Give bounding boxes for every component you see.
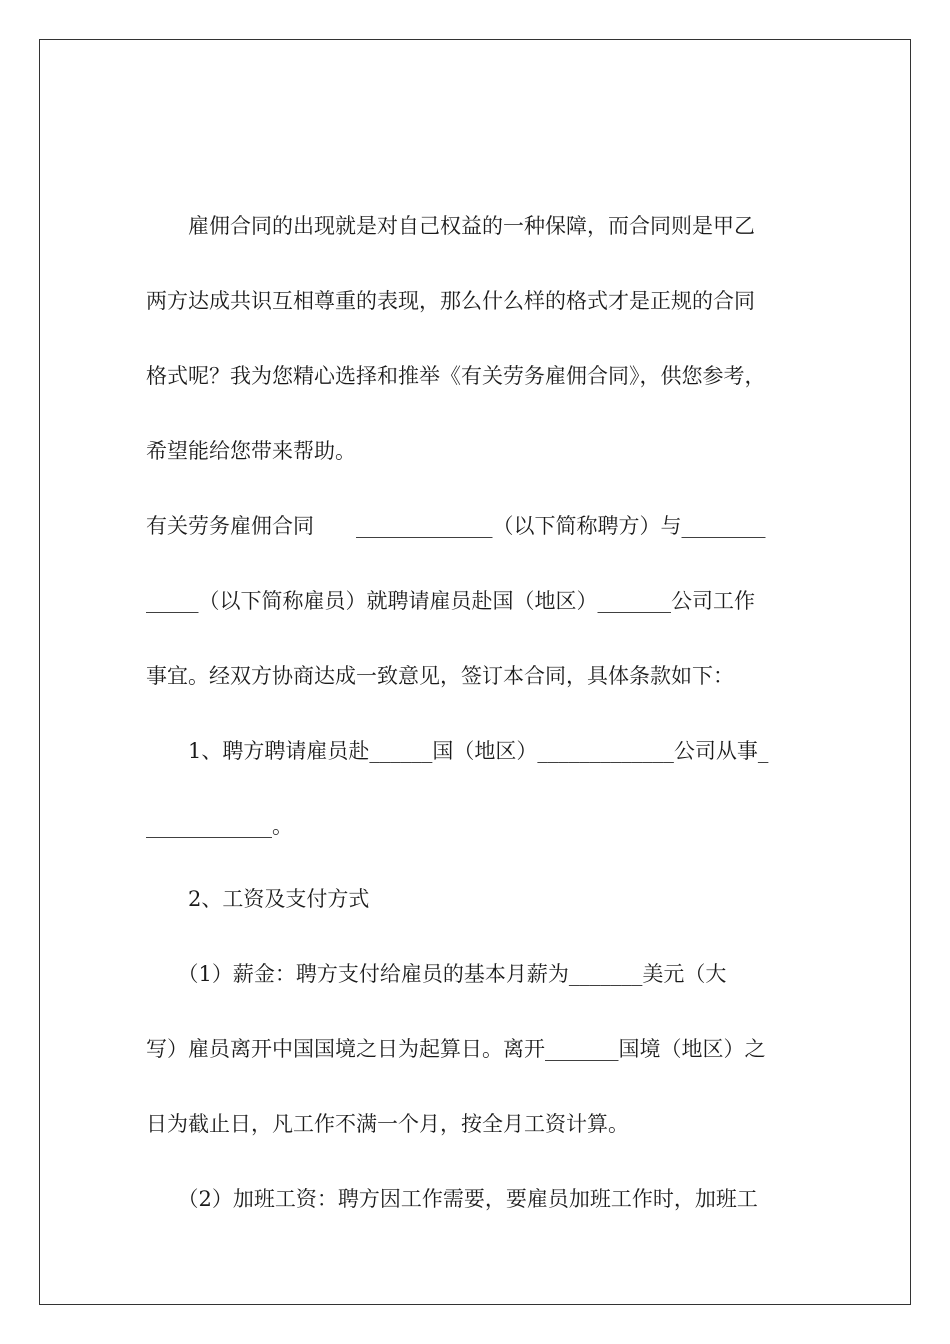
- clause-2-heading: 2、工资及支付方式: [146, 887, 370, 911]
- clause-2-1-line-3: 日为截止日，凡工作不满一个月，按全月工资计算。: [146, 1112, 629, 1136]
- intro-line-1: 雇佣合同的出现就是对自己权益的一种保障，而合同则是甲乙: [146, 214, 755, 238]
- clause-1-line-2: ____________。: [146, 814, 293, 838]
- clause-2-1-line-1: （1）薪金：聘方支付给雇员的基本月薪为_______美元（大: [146, 962, 727, 986]
- preamble-line-2: _____（以下简称雇员）就聘请雇员赴国（地区）_______公司工作: [146, 589, 755, 613]
- preamble-line-3: 事宜。经双方协商达成一致意见，签订本合同，具体条款如下：: [146, 664, 734, 688]
- intro-line-3: 格式呢？我为您精心选择和推举《有关劳务雇佣合同》，供您参考，: [146, 364, 766, 388]
- intro-line-2: 两方达成共识互相尊重的表现，那么什么样的格式才是正规的合同: [146, 289, 755, 313]
- contract-title-line: 有关劳务雇佣合同 _____________（以下简称聘方）与________: [146, 514, 766, 538]
- clause-1-line-1: 1、聘方聘请雇员赴______国（地区）_____________公司从事_: [146, 739, 769, 763]
- intro-line-4: 希望能给您带来帮助。: [146, 439, 356, 463]
- clause-2-2-line-1: （2）加班工资：聘方因工作需要，要雇员加班工作时，加班工: [146, 1187, 758, 1211]
- clause-2-1-line-2: 写）雇员离开中国国境之日为起算日。离开_______国境（地区）之: [146, 1037, 766, 1061]
